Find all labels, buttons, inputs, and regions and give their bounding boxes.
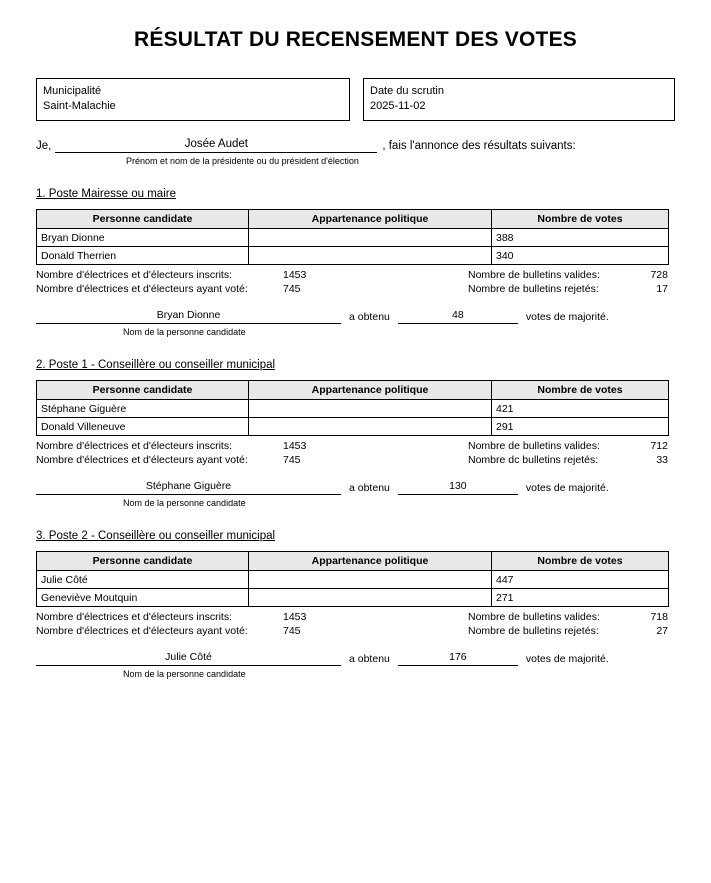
valid-ballots-label: Nombre de bulletins valides:: [468, 611, 600, 623]
stats-row-voted: [36, 625, 675, 637]
stats-row-registered: [36, 440, 675, 452]
valid-ballots-value: 712: [650, 440, 668, 452]
registered-value: 1453: [283, 269, 307, 281]
registered-value: 1453: [283, 440, 307, 452]
results-table: [36, 209, 669, 265]
cell-party: [249, 571, 492, 589]
election-date-label: Date du scrutin: [370, 85, 444, 97]
obtained-label: a obtenu: [349, 311, 390, 323]
majority-line: [36, 309, 675, 324]
cell-candidate: Donald Villeneuve: [37, 418, 249, 436]
cell-party: [249, 418, 492, 436]
header-candidate: Personne candidate: [37, 552, 249, 571]
registered-value: 1453: [283, 611, 307, 623]
table-row: [37, 589, 669, 607]
majority-votes-label: votes de majorité.: [525, 653, 609, 665]
header-party: Appartenance politique: [249, 381, 492, 400]
table-row: [37, 571, 669, 589]
winner-name-caption: Nom de la personne candidate: [123, 498, 246, 508]
cell-party: [249, 229, 492, 247]
table-row: [37, 247, 669, 265]
header-candidate: Personne candidate: [37, 381, 249, 400]
valid-ballots-label: Nombre de bulletins valides:: [468, 269, 600, 281]
header-party: Appartenance politique: [249, 552, 492, 571]
table-row: [37, 400, 669, 418]
stats-row-voted: [36, 283, 675, 295]
table-row: [37, 418, 669, 436]
section-title: 1. Poste Mairesse ou maire: [36, 188, 176, 200]
municipality-value: Saint-Malachie: [43, 100, 116, 112]
cell-candidate: Stéphane Giguère: [37, 400, 249, 418]
majority-value: 48: [398, 309, 518, 324]
rejected-ballots-label: Nombre de bulletins rejetés:: [468, 283, 599, 295]
section-title: 3. Poste 2 - Conseillère ou conseiller municipal: [36, 530, 276, 542]
rejected-ballots-label: Nombre dc bulletins rejetés:: [468, 454, 599, 466]
majority-value: 130: [398, 480, 518, 495]
table-row: [37, 229, 669, 247]
valid-ballots-label: Nombre de bulletins valides:: [468, 440, 600, 452]
cell-party: [249, 589, 492, 607]
cell-party: [249, 247, 492, 265]
results-table: [36, 380, 669, 436]
declaration-line: [36, 138, 675, 153]
stats-row-registered: [36, 269, 675, 281]
voted-label: Nombre d'électrices et d'électeurs ayant voté:: [36, 454, 248, 466]
header-votes: Nombre de votes: [492, 210, 669, 229]
header-votes: Nombre de votes: [492, 552, 669, 571]
winner-name: Stéphane Giguère: [36, 480, 341, 495]
declaration-caption: Prénom et nom de la présidente ou du président d'élection: [126, 156, 359, 166]
declaration-prefix: Je,: [36, 140, 52, 152]
municipality-label: Municipalité: [43, 85, 102, 97]
election-date-value: 2025-11-02: [370, 100, 426, 112]
statistics-block: [36, 611, 675, 637]
cell-candidate: Julie Côté: [37, 571, 249, 589]
header-boxes: [36, 78, 675, 121]
section-title: 2. Poste 1 - Conseillère ou conseiller municipal: [36, 359, 276, 371]
declaration-suffix: , fais l'annonce des résultats suivants:: [382, 140, 576, 152]
majority-line: [36, 480, 675, 495]
rejected-ballots-label: Nombre de bulletins rejetés:: [468, 625, 599, 637]
stats-row-voted: [36, 454, 675, 466]
document-page: [0, 28, 711, 679]
table-header-row: [37, 210, 669, 229]
registered-label: Nombre d'électrices et d'électeurs inscrits:: [36, 611, 232, 623]
winner-name: Julie Côté: [36, 651, 341, 666]
table-header-row: [37, 552, 669, 571]
table-header-row: [37, 381, 669, 400]
cell-votes: 340: [492, 247, 669, 265]
valid-ballots-value: 728: [650, 269, 668, 281]
cell-candidate: Geneviève Moutquin: [37, 589, 249, 607]
cell-votes: 291: [492, 418, 669, 436]
obtained-label: a obtenu: [349, 482, 390, 494]
cell-votes: 271: [492, 589, 669, 607]
obtained-label: a obtenu: [349, 653, 390, 665]
header-votes: Nombre de votes: [492, 381, 669, 400]
winner-name: Bryan Dionne: [36, 309, 341, 324]
statistics-block: [36, 440, 675, 466]
stats-row-registered: [36, 611, 675, 623]
municipality-box: [36, 78, 350, 121]
cell-votes: 447: [492, 571, 669, 589]
rejected-ballots-value: 33: [656, 454, 668, 466]
voted-value: 745: [283, 283, 301, 295]
registered-label: Nombre d'électrices et d'électeurs inscrits:: [36, 269, 232, 281]
majority-line: [36, 651, 675, 666]
president-name-field[interactable]: Josée Audet: [55, 138, 377, 153]
winner-name-caption: Nom de la personne candidate: [123, 669, 246, 679]
valid-ballots-value: 718: [650, 611, 668, 623]
results-table: [36, 551, 669, 607]
majority-value: 176: [398, 651, 518, 666]
rejected-ballots-value: 17: [656, 283, 668, 295]
voted-label: Nombre d'électrices et d'électeurs ayant voté:: [36, 283, 248, 295]
cell-votes: 421: [492, 400, 669, 418]
header-party: Appartenance politique: [249, 210, 492, 229]
cell-party: [249, 400, 492, 418]
voted-value: 745: [283, 625, 301, 637]
header-candidate: Personne candidate: [37, 210, 249, 229]
majority-votes-label: votes de majorité.: [525, 482, 609, 494]
statistics-block: [36, 269, 675, 295]
section-poste-1: [36, 359, 675, 508]
section-poste-maire: [36, 188, 675, 337]
section-poste-2: [36, 530, 675, 679]
page-title: RÉSULTAT DU RECENSEMENT DES VOTES: [134, 28, 577, 51]
registered-label: Nombre d'électrices et d'électeurs inscrits:: [36, 440, 232, 452]
majority-votes-label: votes de majorité.: [525, 311, 609, 323]
cell-votes: 388: [492, 229, 669, 247]
election-date-box: [363, 78, 675, 121]
voted-value: 745: [283, 454, 301, 466]
rejected-ballots-value: 27: [656, 625, 668, 637]
cell-candidate: Donald Therrien: [37, 247, 249, 265]
voted-label: Nombre d'électrices et d'électeurs ayant voté:: [36, 625, 248, 637]
cell-candidate: Bryan Dionne: [37, 229, 249, 247]
winner-name-caption: Nom de la personne candidate: [123, 327, 246, 337]
